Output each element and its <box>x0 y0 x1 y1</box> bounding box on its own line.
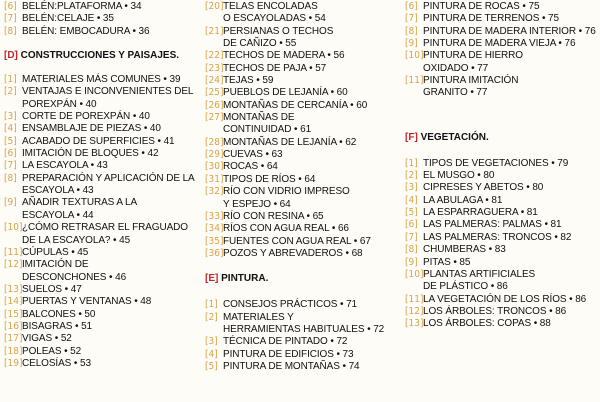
entries-group-b <box>4 74 200 370</box>
entry-title: TIPOS DE RÍOS • 64 <box>223 173 316 185</box>
entry-title: PITAS • 85 <box>423 256 471 268</box>
entry-title: CORTE DE POREXPÁN • 40 <box>22 111 150 123</box>
entry-number: [12] <box>405 305 424 317</box>
entry-title: MATERIALES Y HERRAMIENTAS HABITUALES • 72 <box>223 311 385 335</box>
toc-column-3 <box>405 0 598 331</box>
entry-number: [11] <box>405 75 424 87</box>
entry-number: [10] <box>405 50 424 62</box>
entry-title: PREPARACIÓN Y APLICACIÓN DE LA ESCAYOLA • 43 <box>22 172 195 197</box>
toc-entry <box>205 75 401 87</box>
entry-number: [27] <box>205 112 224 124</box>
entry-number: [5] <box>4 135 17 147</box>
toc-entry <box>4 284 200 296</box>
entry-number: [2] <box>205 311 218 323</box>
toc-entry <box>4 13 200 25</box>
entry-number: [9] <box>405 256 418 268</box>
toc-entry <box>4 86 200 111</box>
entry-number: [9] <box>4 197 17 209</box>
entry-title: CIPRESES Y ABETOS • 80 <box>423 182 544 194</box>
entry-number: [1] <box>205 299 218 311</box>
toc-entry <box>205 336 401 348</box>
entry-title: PERSIANAS O TECHOS DE CAÑIZO • 55 <box>223 25 334 50</box>
entry-title: CELOSÍAS • 53 <box>22 357 91 369</box>
entry-title: POZOS Y ABREVADEROS • 68 <box>223 247 363 259</box>
toc-entry <box>405 232 598 244</box>
section-title: VEGETACIÓN. <box>420 131 489 143</box>
entry-number: [28] <box>205 136 224 148</box>
entry-number: [4] <box>205 348 218 360</box>
toc-entry <box>205 112 401 137</box>
toc-entry <box>405 195 598 207</box>
entry-number: [10] <box>4 222 23 234</box>
toc-entry <box>4 296 200 308</box>
toc-entry <box>405 1 598 13</box>
entry-number: [1] <box>405 157 418 169</box>
toc-entry <box>4 1 200 13</box>
entry-number: [3] <box>4 111 17 123</box>
entry-title: MONTAÑAS DE CERCANÍA • 60 <box>223 99 368 111</box>
section-code: [F] <box>405 131 418 143</box>
toc-entry <box>405 269 598 294</box>
toc-entry <box>405 257 598 269</box>
entry-number: [6] <box>4 148 17 160</box>
entry-title: MATERIALES MÁS COMUNES • 39 <box>22 74 181 86</box>
entry-title: TELAS ENCOLADAS O ESCAYOLADAS • 54 <box>223 1 326 25</box>
entry-number: [8] <box>405 25 418 37</box>
entry-title: POLEAS • 52 <box>22 345 82 357</box>
toc-entry <box>4 321 200 333</box>
entry-title: TEJAS • 59 <box>223 75 274 87</box>
entry-title: TECHOS DE MADERA • 56 <box>223 50 345 62</box>
toc-entry <box>405 244 598 256</box>
entry-number: [7] <box>405 231 418 243</box>
entry-title: BELÉN:PLATAFORMA • 34 <box>22 1 142 12</box>
toc-entry <box>4 197 200 222</box>
toc-entry <box>205 174 401 186</box>
entry-title: BALCONES • 50 <box>22 308 96 320</box>
entry-number: [13] <box>4 283 23 295</box>
entry-title: AÑADIR TEXTURAS A LA ESCAYOLA • 44 <box>22 197 138 221</box>
entry-number: [7] <box>405 13 418 25</box>
entry-title: LA ESCAYOLA • 43 <box>22 160 108 172</box>
entry-number: [8] <box>405 244 418 256</box>
entry-title: LOS ÁRBOLES: TRONCOS • 86 <box>423 305 567 317</box>
entry-title: VIGAS • 52 <box>22 333 72 345</box>
entry-number: [15] <box>4 308 23 320</box>
entry-title: BELÉN: EMBOCADURA • 36 <box>22 25 150 37</box>
entry-number: [17] <box>4 333 23 345</box>
entries-group-a <box>405 0 598 100</box>
entry-title: LAS PALMERAS: TRONCOS • 82 <box>423 231 572 243</box>
entry-title: LOS ÁRBOLES: COPAS • 88 <box>423 318 551 330</box>
toc-entry <box>205 361 401 373</box>
toc-entry <box>205 349 401 361</box>
entry-number: [8] <box>4 25 17 37</box>
toc-entry <box>4 160 200 172</box>
entry-title: TIPOS DE VEGETACIONES • 79 <box>423 157 569 169</box>
entry-title: RÍOS CON AGUA REAL • 66 <box>223 223 349 235</box>
toc-entry <box>205 236 401 248</box>
toc-entry <box>405 75 598 100</box>
toc-entry <box>4 346 200 358</box>
toc-entry <box>4 222 200 247</box>
entry-number: [20] <box>205 1 224 12</box>
toc-entry <box>205 87 401 99</box>
entry-number: [10] <box>405 268 424 280</box>
toc-entry <box>4 309 200 321</box>
entry-title: PINTURA DE MADERA VIEJA • 76 <box>423 38 576 50</box>
entry-title: CHUMBERAS • 83 <box>423 244 506 256</box>
section-code: [D] <box>4 50 18 62</box>
entry-number: [33] <box>205 210 224 222</box>
entry-title: LA ABULAGA • 81 <box>423 194 503 206</box>
entry-number: [3] <box>205 336 218 348</box>
entry-title: FUENTES CON AGUA REAL • 67 <box>223 235 371 247</box>
entry-number: [23] <box>205 62 224 74</box>
entry-title: PINTURA DE HIERRO OXIDADO • 77 <box>423 50 523 74</box>
entries-group-a <box>4 0 200 38</box>
entry-title: TECHOS DE PAJA • 57 <box>223 62 327 74</box>
entry-number: [11] <box>4 246 23 258</box>
entry-title: LAS PALMERAS: PALMAS • 81 <box>423 219 562 231</box>
entry-number: [4] <box>405 194 418 206</box>
entry-title: LA VEGETACIÓN DE LOS RÍOS • 86 <box>423 293 587 305</box>
toc-entry <box>205 63 401 75</box>
entry-number: [5] <box>405 207 418 219</box>
entry-title: BELÉN:CELAJE • 35 <box>22 13 114 25</box>
entry-number: [7] <box>4 13 17 25</box>
entry-number: [18] <box>4 345 23 357</box>
entry-title: ENSAMBLAJE DE PIEZAS • 40 <box>22 123 161 135</box>
entry-title: LA ESPARRAGUERA • 81 <box>423 207 538 219</box>
entry-number: [22] <box>205 50 224 62</box>
entries-group-a <box>205 0 401 260</box>
toc-entry <box>4 247 200 259</box>
entries-group-b <box>405 158 598 331</box>
entry-title: EL MUSGO • 80 <box>423 170 495 182</box>
entry-title: VENTAJAS E INCONVENIENTES DEL POREXPÁN • 40 <box>22 86 194 110</box>
toc-entry <box>4 173 200 198</box>
entry-title: PINTURA DE EDIFICIOS • 73 <box>223 348 354 360</box>
entry-title: CUEVAS • 63 <box>223 149 283 161</box>
entry-title: MONTAÑAS DE LEJANÍA • 62 <box>223 136 357 148</box>
entry-number: [2] <box>4 86 17 98</box>
entry-title: ¿CÓMO RETRASAR EL FRAGUADO DE LA ESCAYOLA? • 45 <box>22 222 188 246</box>
toc-entry <box>4 74 200 86</box>
toc-entry <box>4 148 200 160</box>
toc-entry <box>405 294 598 306</box>
section-code: [E] <box>205 273 219 285</box>
entry-number: [30] <box>205 161 224 173</box>
toc-entry <box>405 50 598 75</box>
section-title: PINTURA. <box>221 273 269 285</box>
entry-title: CÚPULAS • 45 <box>22 246 89 258</box>
toc-entry <box>405 182 598 194</box>
toc-column-2 <box>205 0 401 373</box>
toc-entry <box>405 158 598 170</box>
entry-title: PUEBLOS DE LEJANÍA • 60 <box>223 87 348 99</box>
entry-title: PINTURA DE MONTAÑAS • 74 <box>223 360 360 372</box>
entry-number: [14] <box>4 296 23 308</box>
section-heading-d <box>4 49 200 62</box>
entry-number: [11] <box>405 293 424 305</box>
entry-title: IMITACIÓN DE BLOQUES • 42 <box>22 148 159 160</box>
entry-number: [19] <box>4 357 23 369</box>
toc-entry <box>405 306 598 318</box>
toc-entry <box>405 219 598 231</box>
entry-title: MONTAÑAS DE CONTINUIDAD • 61 <box>223 112 312 136</box>
toc-entry <box>205 100 401 112</box>
toc-entry <box>4 136 200 148</box>
entry-number: [6] <box>405 1 418 12</box>
toc-entry <box>4 111 200 123</box>
entry-title: PINTURA IMITACIÓN GRANITO • 77 <box>423 75 519 99</box>
section-heading-e <box>205 272 401 285</box>
entry-number: [4] <box>4 123 17 135</box>
entry-number: [9] <box>405 38 418 50</box>
entry-title: CONSEJOS PRÁCTICOS • 71 <box>223 299 358 311</box>
entry-title: BISAGRAS • 51 <box>22 320 93 332</box>
entry-number: [6] <box>405 219 418 231</box>
toc-entry <box>205 50 401 62</box>
entry-number: [13] <box>405 318 424 330</box>
toc-entry <box>205 161 401 173</box>
entry-title: ACABADO DE SUPERFICIES • 41 <box>22 135 175 147</box>
toc-entry <box>205 186 401 211</box>
toc-entry <box>4 123 200 135</box>
entry-title: IMITACIÓN DE DESCONCHONES • 46 <box>22 259 127 283</box>
entry-number: [25] <box>205 87 224 99</box>
entry-title: ROCAS • 64 <box>223 161 278 173</box>
entries-group-b <box>205 299 401 373</box>
entry-number: [6] <box>4 1 17 12</box>
toc-entry <box>205 312 401 337</box>
entry-number: [5] <box>205 360 218 372</box>
section-title: CONSTRUCCIONES Y PAISAJES. <box>20 50 180 62</box>
entry-number: [35] <box>205 235 224 247</box>
toc-entry <box>205 26 401 51</box>
entry-title: TÉCNICA DE PINTADO • 72 <box>223 336 348 348</box>
entry-number: [31] <box>205 173 224 185</box>
entry-title: RÍO CON VIDRIO IMPRESO Y ESPEJO • 64 <box>223 186 350 210</box>
toc-entry <box>205 137 401 149</box>
entry-number: [16] <box>4 320 23 332</box>
entry-number: [1] <box>4 74 17 86</box>
toc-entry <box>205 248 401 260</box>
toc-entry <box>405 318 598 330</box>
toc-entry <box>405 38 598 50</box>
toc-entry <box>405 170 598 182</box>
toc-column-1 <box>4 0 200 370</box>
entry-title: PINTURA DE TERRENOS • 75 <box>423 13 559 25</box>
entry-number: [8] <box>4 172 17 184</box>
entry-number: [12] <box>4 259 23 271</box>
toc-entry <box>4 358 200 370</box>
toc-entry <box>405 13 598 25</box>
toc-entry <box>405 26 598 38</box>
toc-entry <box>205 299 401 311</box>
entry-title: PLANTAS ARTIFICIALES DE PLÁSTICO • 86 <box>423 268 536 293</box>
entry-title: PUERTAS Y VENTANAS • 48 <box>22 296 152 308</box>
entry-number: [24] <box>205 75 224 87</box>
entry-number: [26] <box>205 99 224 111</box>
toc-entry <box>205 223 401 235</box>
entry-number: [2] <box>405 170 418 182</box>
toc-entry <box>405 207 598 219</box>
toc-entry <box>4 26 200 38</box>
section-heading-f <box>405 131 598 144</box>
toc-entry <box>4 333 200 345</box>
toc-entry <box>205 1 401 26</box>
entry-number: [29] <box>205 149 224 161</box>
entry-title: PINTURA DE ROCAS • 75 <box>423 1 540 12</box>
entry-number: [34] <box>205 223 224 235</box>
entry-number: [21] <box>205 25 224 37</box>
entry-number: [7] <box>4 160 17 172</box>
toc-entry <box>205 211 401 223</box>
entry-number: [32] <box>205 186 224 198</box>
entry-number: [3] <box>405 182 418 194</box>
toc-entry <box>205 149 401 161</box>
entry-title: SUELOS • 47 <box>22 283 82 295</box>
entry-title: PINTURA DE MADERA INTERIOR • 76 <box>423 25 596 37</box>
toc-entry <box>4 259 200 284</box>
entry-number: [36] <box>205 247 224 259</box>
entry-title: RÍO CON RESINA • 65 <box>223 210 324 222</box>
